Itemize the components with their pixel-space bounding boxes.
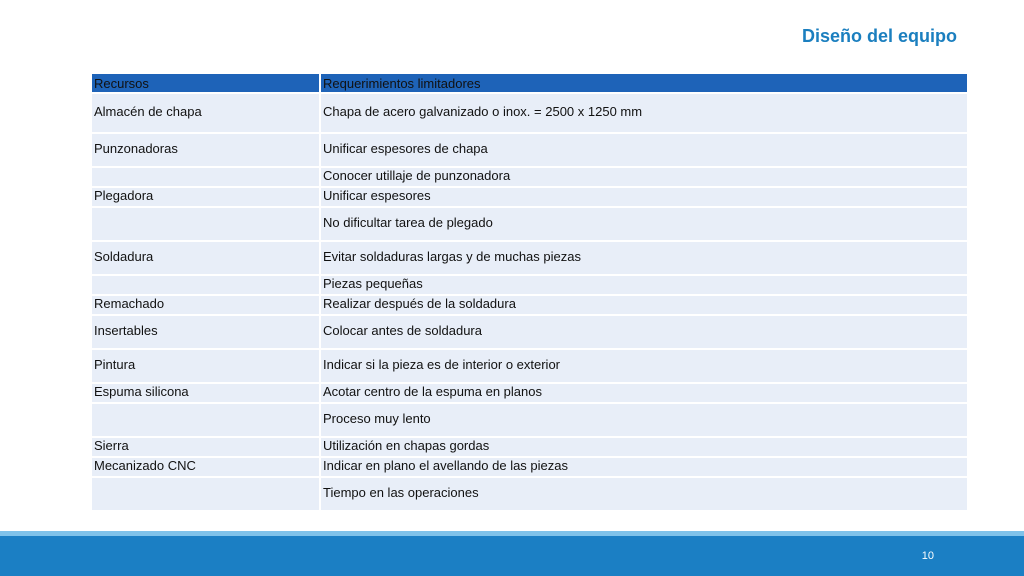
resource-cell: Sierra — [92, 437, 320, 457]
requirement-cell: Acotar centro de la espuma en planos — [320, 383, 968, 403]
resource-cell: Pintura — [92, 349, 320, 383]
table-row — [92, 477, 968, 511]
slide-title: Diseño del equipo — [801, 26, 957, 46]
requirement-cell: Conocer utillaje de punzonadora — [320, 167, 968, 187]
resource-cell — [92, 403, 320, 437]
table-row — [92, 295, 968, 315]
table-row — [92, 403, 968, 437]
requirement-cell: Indicar si la pieza es de interior o exterior — [320, 349, 968, 383]
resource-cell — [92, 167, 320, 187]
resource-cell: Insertables — [92, 315, 320, 349]
requirement-cell: Piezas pequeñas — [320, 275, 968, 295]
table-row — [92, 383, 968, 403]
table-row — [92, 457, 968, 477]
requirement-cell: Unificar espesores — [320, 187, 968, 207]
resource-cell: Mecanizado CNC — [92, 457, 320, 477]
requirement-cell: Proceso muy lento — [320, 403, 968, 437]
column-header-requerimientos: Requerimientos limitadores — [320, 74, 968, 93]
footer-bar — [0, 536, 1024, 576]
requirement-cell: Chapa de acero galvanizado o inox. = 2500 x 1250 mm — [320, 93, 968, 133]
requirement-cell: No dificultar tarea de plegado — [320, 207, 968, 241]
table-row — [92, 315, 968, 349]
requirement-cell: Colocar antes de soldadura — [320, 315, 968, 349]
table-row — [92, 187, 968, 207]
resource-cell: Remachado — [92, 295, 320, 315]
table-row — [92, 275, 968, 295]
requirement-cell: Realizar después de la soldadura — [320, 295, 968, 315]
table-row — [92, 93, 968, 133]
resource-cell: Soldadura — [92, 241, 320, 275]
requirement-cell: Utilización en chapas gordas — [320, 437, 968, 457]
table-row — [92, 133, 968, 167]
table-header-row — [92, 74, 968, 93]
column-header-recursos: Recursos — [92, 74, 320, 93]
table-row — [92, 349, 968, 383]
requirement-cell: Evitar soldaduras largas y de muchas piezas — [320, 241, 968, 275]
table-row — [92, 241, 968, 275]
requirements-table — [92, 74, 969, 512]
resource-cell — [92, 207, 320, 241]
table-row — [92, 207, 968, 241]
resource-cell: Espuma silicona — [92, 383, 320, 403]
requirement-cell: Tiempo en las operaciones — [320, 477, 968, 511]
table-row — [92, 167, 968, 187]
resource-cell: Almacén de chapa — [92, 93, 320, 133]
resource-cell — [92, 477, 320, 511]
resource-cell: Plegadora — [92, 187, 320, 207]
requirement-cell: Indicar en plano el avellando de las piezas — [320, 457, 968, 477]
resource-cell — [92, 275, 320, 295]
page-number: 10 — [921, 550, 934, 562]
resource-cell: Punzonadoras — [92, 133, 320, 167]
table-row — [92, 437, 968, 457]
requirement-cell: Unificar espesores de chapa — [320, 133, 968, 167]
